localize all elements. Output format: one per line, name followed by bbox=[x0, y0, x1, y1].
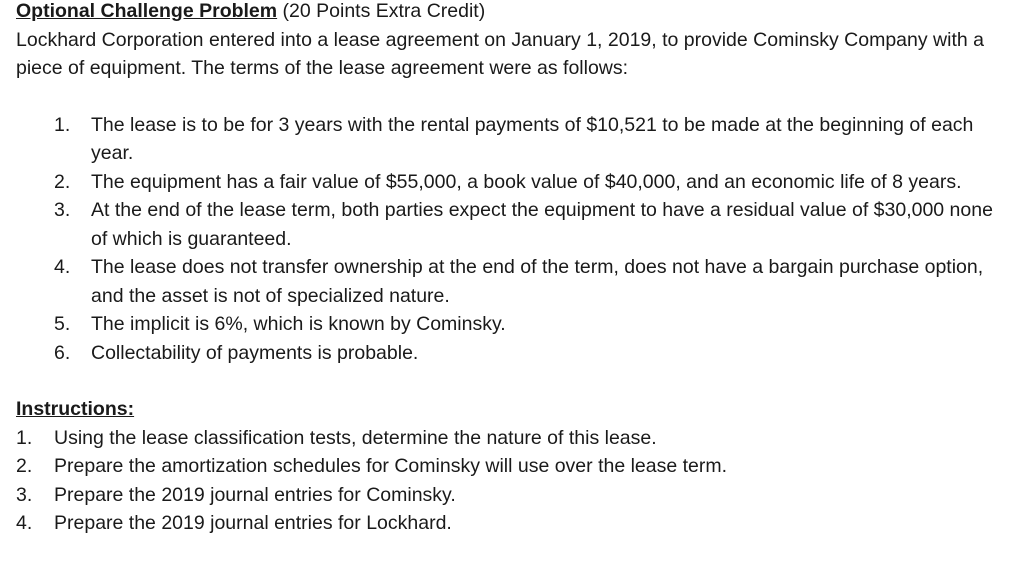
item-text: The lease is to be for 3 years with the rental payments of $10,521 to be made at the beginning of each year. bbox=[91, 113, 974, 164]
item-number: 4. bbox=[54, 256, 71, 278]
list-item bbox=[16, 196, 1016, 253]
item-number: 3. bbox=[16, 483, 33, 506]
item-text: The implicit is 6%, which is known by Cominsky. bbox=[91, 313, 506, 335]
list-item bbox=[16, 168, 1016, 197]
item-text: Prepare the amortization schedules for Cominsky will use over the lease term. bbox=[54, 455, 728, 477]
item-text: The equipment has a fair value of $55,000, a book value of $40,000, and an economic life of 8 years. bbox=[91, 170, 962, 193]
list-item bbox=[16, 253, 1016, 310]
problem-points: (20 Points Extra Credit) bbox=[277, 0, 486, 22]
item-number: 2. bbox=[54, 170, 71, 193]
lease-terms-list bbox=[16, 111, 1016, 368]
item-number: 4. bbox=[16, 512, 33, 534]
problem-title: Optional Challenge Problem bbox=[16, 0, 278, 22]
list-item bbox=[16, 452, 1016, 481]
item-text: The lease does not transfer ownership at the end of the term, does not have a bargain purchase option, and the asset is not of specialized nature. bbox=[91, 256, 984, 307]
problem-header bbox=[16, 0, 1016, 26]
list-item bbox=[16, 509, 1016, 538]
item-text: Using the lease classification tests, determine the nature of this lease. bbox=[54, 426, 657, 449]
instructions-list bbox=[16, 424, 1016, 538]
item-number: 1. bbox=[54, 113, 71, 136]
item-text: Prepare the 2019 journal entries for Cominsky. bbox=[54, 483, 456, 506]
item-text: At the end of the lease term, both parties expect the equipment to have a residual value of $30,000 none of which is guaranteed. bbox=[91, 199, 993, 250]
item-number: 3. bbox=[54, 199, 71, 221]
item-number: 1. bbox=[16, 426, 33, 449]
list-item bbox=[16, 111, 1016, 168]
item-number: 6. bbox=[54, 341, 71, 364]
list-item bbox=[16, 310, 1016, 339]
item-text: Prepare the 2019 journal entries for Lockhard. bbox=[54, 512, 452, 534]
list-item bbox=[16, 481, 1016, 510]
item-number: 2. bbox=[16, 455, 33, 477]
list-item bbox=[16, 339, 1016, 368]
item-text: Collectability of payments is probable. bbox=[91, 341, 419, 364]
list-item bbox=[16, 424, 1016, 453]
document bbox=[16, 0, 1016, 538]
intro-paragraph: Lockhard Corporation entered into a lease agreement on January 1, 2019, to provide Cominsky Company with a piece of equipment. The terms of the lease agreement were as follows: bbox=[16, 28, 984, 79]
item-number: 5. bbox=[54, 313, 71, 335]
instructions-heading: Instructions: bbox=[16, 398, 135, 420]
